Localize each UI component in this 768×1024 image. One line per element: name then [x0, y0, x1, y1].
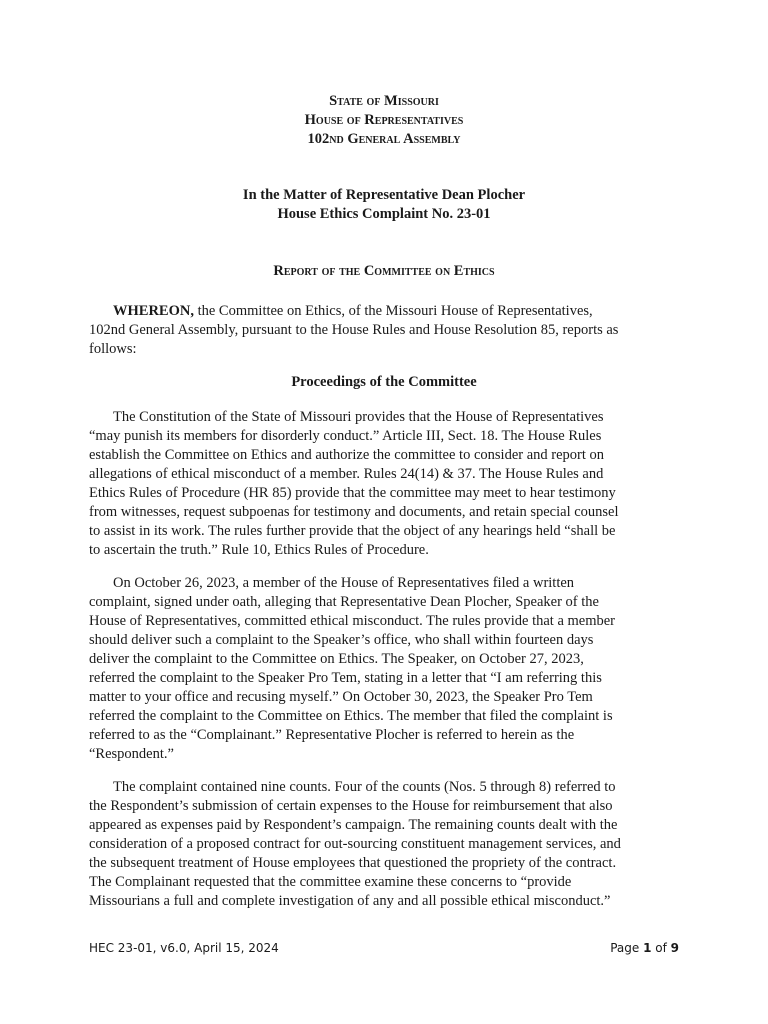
paragraph-line: “may punish its members for disorderly conduct.” Article III, Sect. 18. The House Rules [89, 428, 602, 444]
paragraph-line: deliver the complaint to the Committee on Ethics. The Speaker, on October 27, 2023, [89, 651, 584, 667]
paragraph-line: consideration of a proposed contract for out-sourcing constituent management services, and [89, 836, 621, 852]
page-of-label: of [651, 941, 671, 955]
page-number [610, 941, 679, 955]
whereon-paragraph [89, 302, 689, 359]
paragraph-line: referred to as the “Complainant.” Representative Plocher is referred to herein as the [89, 727, 575, 743]
paragraph-line: should deliver such a complaint to the Speaker’s office, who shall within fourteen days [89, 632, 594, 648]
paragraph-line: the subsequent treatment of House employees that questioned the propriety of the contract. [89, 855, 617, 871]
paragraph-line: Ethics Rules of Procedure (HR 85) provide that the committee may meet to hear testimony [89, 485, 616, 501]
paragraph-line: On October 26, 2023, a member of the House of Representatives filed a written [113, 575, 575, 591]
report-title: Report of the Committee on Ethics [273, 263, 495, 279]
paragraph-line: The complaint contained nine counts. Four of the counts (Nos. 5 through 8) referred to [113, 779, 616, 795]
paragraph-line: to assist in its work. The rules further provide that the object of any hearings held “shall be [89, 523, 616, 539]
paragraph-line: House of Representatives, committed ethical misconduct. The rules provide that a member [89, 613, 616, 629]
assembly-heading: 102nd General Assembly [307, 131, 461, 147]
total-pages: 9 [670, 941, 679, 955]
whereon-text: the Committee on Ethics, of the Missouri House of Representatives, [193, 303, 593, 319]
document-header [0, 92, 768, 149]
paragraph-line: 102nd General Assembly, pursuant to the House Rules and House Resolution 85, reports as [89, 322, 619, 338]
matter-title: In the Matter of Representative Dean Plocher [242, 187, 526, 203]
complaint-number: House Ethics Complaint No. 23-01 [277, 206, 491, 222]
paragraph-line: establish the Committee on Ethics and authorize the committee to consider and report on [89, 447, 605, 463]
paragraph-line: The Complainant requested that the committee examine these concerns to “provide [89, 874, 572, 890]
section-heading: Proceedings of the Committee [291, 374, 477, 390]
body-paragraph-1 [89, 408, 689, 560]
paragraph-line: appeared as expenses paid by Respondent’s campaign. The remaining counts dealt with the [89, 817, 618, 833]
paragraph-line: allegations of ethical misconduct of a member. Rules 24(14) & 37. The House Rules and [89, 466, 604, 482]
paragraph-line: follows: [89, 341, 137, 357]
paragraph-line: Missourians a full and complete investigation of any and all possible ethical misconduct.” [89, 893, 611, 909]
state-heading: State of Missouri [329, 93, 439, 109]
matter-caption [0, 186, 768, 224]
document-version: HEC 23-01, v6.0, April 15, 2024 [89, 941, 279, 955]
whereon-lead: WHEREON, [113, 303, 194, 319]
paragraph-line [89, 302, 689, 321]
paragraph-line: to ascertain the truth.” Rule 10, Ethics Rules of Procedure. [89, 542, 429, 558]
page-label: Page [610, 941, 644, 955]
paragraph-line: referred the complaint to the Committee on Ethics. The member that filed the complaint is [89, 708, 613, 724]
paragraph-line: The Constitution of the State of Missouri provides that the House of Representatives [113, 409, 604, 425]
body-paragraph-3 [89, 778, 689, 911]
paragraph-line: the Respondent’s submission of certain expenses to the House for reimbursement that also [89, 798, 613, 814]
house-heading: House of Representatives [304, 112, 464, 128]
paragraph-line: from witnesses, request subpoenas for testimony and documents, and retain special counsel [89, 504, 619, 520]
paragraph-line: matter to your office and recusing myself.” On October 30, 2023, the Speaker Pro Tem [89, 689, 593, 705]
paragraph-line: referred the complaint to the Speaker Pro Tem, stating in a letter that “I am referring this [89, 670, 602, 686]
paragraph-line: “Respondent.” [89, 746, 174, 762]
paragraph-line: complaint, signed under oath, alleging that Representative Dean Plocher, Speaker of the [89, 594, 599, 610]
body-paragraph-2 [89, 574, 689, 764]
current-page: 1 [643, 941, 652, 955]
